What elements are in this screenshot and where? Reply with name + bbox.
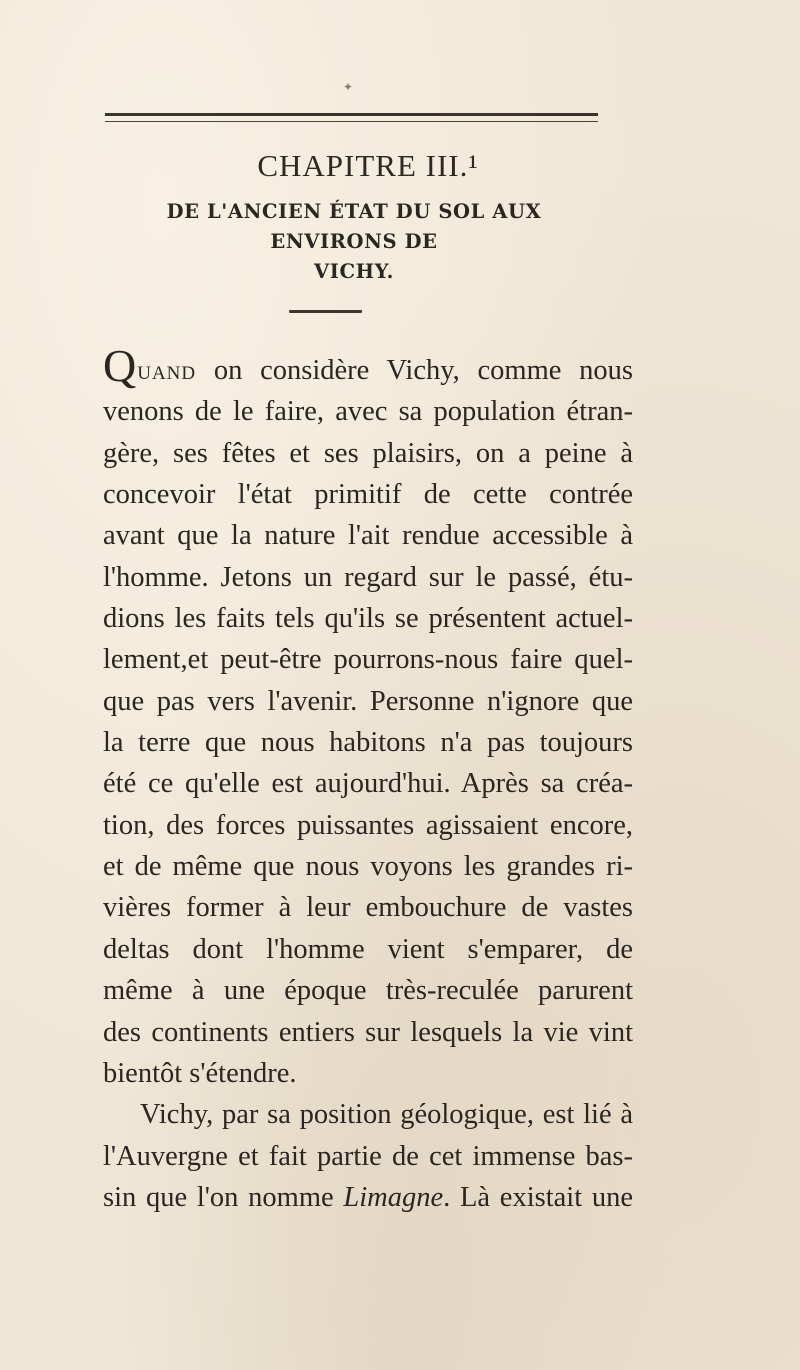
header-double-rule <box>105 113 598 125</box>
drop-cap: Q <box>103 340 137 391</box>
text-line-18: bientôt s'étendre. <box>103 1057 297 1089</box>
text-line-17: des continents entiers sur lesquels la vie vint <box>103 1016 633 1048</box>
text-line-16: même à une époque très-reculée parurent <box>103 975 633 1007</box>
text-line-8: lement,et peut-être pourrons-nous faire quel- <box>103 644 633 676</box>
text-line-21-start: sin que l'on nomme <box>103 1181 344 1213</box>
body-text <box>103 340 633 1218</box>
text-line-21 <box>103 1177 633 1218</box>
text-line-3: gère, ses fêtes et ses plaisirs, on a peine à <box>103 437 633 469</box>
section-divider <box>289 310 362 313</box>
text-line-13: et de même que nous voyons les grandes ri- <box>103 851 633 883</box>
text-line-20: l'Auvergne et fait partie de cet immense bas- <box>103 1140 633 1172</box>
text-line-12: tion, des forces puissantes agissaient encore, <box>103 809 633 841</box>
text-line-7: dions les faits tels qu'ils se présentent actuel- <box>103 603 633 635</box>
text-line-21-end: . Là existait une <box>443 1181 633 1213</box>
text-line-6: l'homme. Jetons un regard sur le passé, étu- <box>103 561 633 593</box>
ornament-mark: ✦ <box>343 80 354 94</box>
first-word-smallcaps: UAND <box>137 363 197 384</box>
rule-thick <box>105 113 598 116</box>
text-line-1-rest: on considère Vichy, comme nous <box>196 355 633 386</box>
text-line-10: la terre que nous habitons n'a pas toujours <box>103 727 633 759</box>
subtitle-line-1: DE L'ANCIEN ÉTAT DU SOL AUX ENVIRONS DE <box>166 200 542 253</box>
text-line-15: deltas dont l'homme vient s'emparer, de <box>103 933 633 965</box>
text-line-19: Vichy, par sa position géologique, est lié à <box>140 1099 633 1131</box>
rule-thin <box>105 121 598 122</box>
text-line-14: vières former à leur embouchure de vastes <box>103 892 633 924</box>
text-line-9: que pas vers l'avenir. Personne n'ignore que <box>103 685 633 717</box>
place-name-italic: Limagne <box>343 1181 444 1213</box>
subtitle-line-2: VICHY. <box>314 260 394 283</box>
chapter-title: CHAPITRE III.¹ <box>257 148 479 183</box>
text-line-4: concevoir l'état primitif de cette contrée <box>103 479 633 511</box>
text-line-1 <box>103 340 633 391</box>
text-line-5: avant que la nature l'ait rendue accessible à <box>103 520 633 552</box>
chapter-subtitle <box>104 197 604 287</box>
text-line-11: été ce qu'elle est aujourd'hui. Après sa créa- <box>103 768 633 800</box>
text-line-2: venons de le faire, avec sa population étran- <box>103 396 633 428</box>
